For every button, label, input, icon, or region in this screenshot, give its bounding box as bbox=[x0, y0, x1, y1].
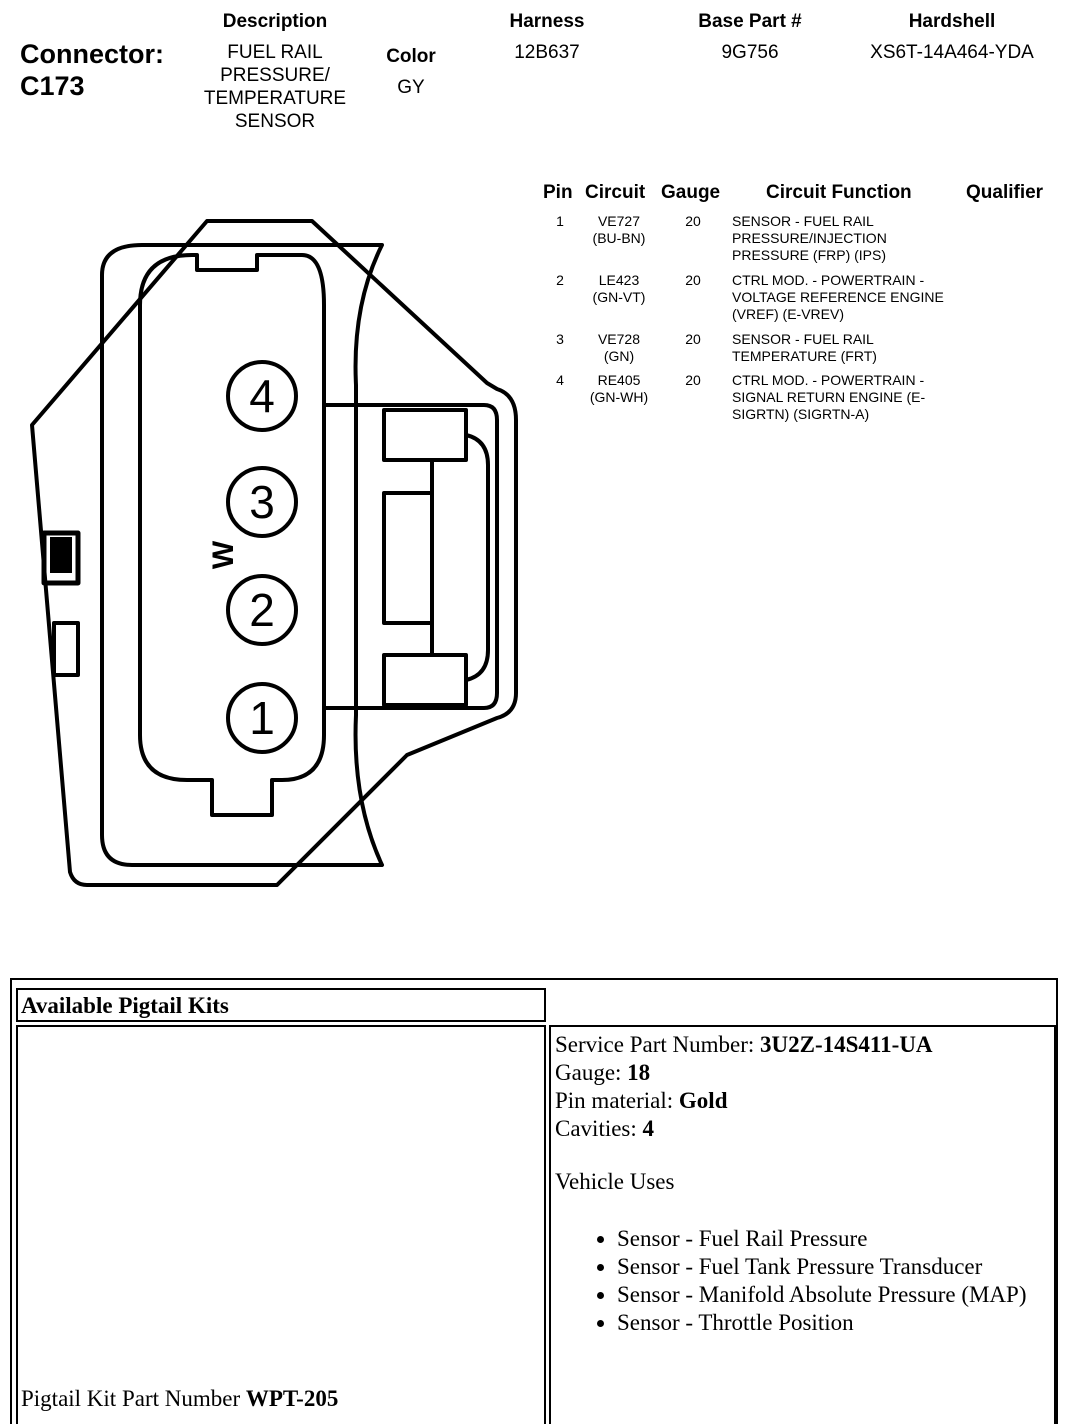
pin-function: CTRL MOD. - POWERTRAIN - VOLTAGE REFERENCE ENGINE (VREF) (E-VREV) bbox=[732, 272, 944, 322]
pin-function: SENSOR - FUEL RAIL PRESSURE/INJECTION PRESSURE (FRP) (IPS) bbox=[732, 213, 887, 263]
connector-title bbox=[20, 38, 164, 102]
kit-cavities: Cavities: 4 bbox=[555, 1116, 655, 1141]
color-value: GY bbox=[397, 77, 425, 98]
pin-number: 1 bbox=[556, 213, 564, 229]
qualifier-col-header: Qualifier bbox=[966, 182, 1044, 203]
pin-label-1: 1 bbox=[249, 692, 275, 744]
seal-outline bbox=[102, 245, 382, 865]
harness-header: Harness bbox=[509, 11, 585, 32]
list-item: • Sensor - Throttle Position bbox=[617, 1309, 1057, 1337]
key-slot-lower bbox=[54, 623, 78, 675]
pigtail-kit-title: Available Pigtail Kits bbox=[16, 988, 546, 1022]
pin-label-4: 4 bbox=[249, 370, 275, 422]
pin-number: 2 bbox=[556, 272, 564, 288]
description-value: FUEL RAIL PRESSURE/ TEMPERATURE SENSOR bbox=[203, 42, 347, 132]
pin-label-3: 3 bbox=[249, 476, 275, 528]
base-part-value: 9G756 bbox=[721, 42, 779, 63]
pin-circuit: RE405 (GN-WH) bbox=[589, 372, 649, 405]
color-header: Color bbox=[386, 46, 436, 67]
kit-gauge: Gauge: 18 bbox=[555, 1060, 651, 1085]
gauge-col-header: Gauge bbox=[661, 182, 721, 203]
description-header: Description bbox=[222, 11, 328, 32]
function-col-header: Circuit Function bbox=[766, 182, 912, 203]
pigtail-kit-part-number: Pigtail Kit Part Number WPT-205 bbox=[21, 1386, 339, 1411]
vehicle-uses-label: Vehicle Uses bbox=[555, 1169, 675, 1194]
pin-gauge: 20 bbox=[685, 272, 701, 288]
pin-function: SENSOR - FUEL RAIL TEMPERATURE (FRT) bbox=[732, 331, 877, 364]
pigtail-kit-details bbox=[549, 1025, 1056, 1424]
list-item: • Sensor - Fuel Tank Pressure Transducer bbox=[617, 1253, 1057, 1281]
latch-center bbox=[384, 493, 432, 623]
pin-gauge: 20 bbox=[685, 372, 701, 388]
list-item: • Sensor - Fuel Rail Pressure bbox=[617, 1225, 1057, 1253]
circuit-col-header: Circuit bbox=[585, 182, 646, 203]
connector-label: Connector: bbox=[20, 39, 164, 69]
vehicle-uses-list bbox=[595, 1225, 1057, 1337]
pigtail-kit-left-cell bbox=[16, 1025, 546, 1424]
list-item: • Sensor - Manifold Absolute Pressure (MAP) bbox=[617, 1281, 1057, 1309]
pin-number: 4 bbox=[556, 372, 564, 388]
hardshell-header: Hardshell bbox=[908, 11, 996, 32]
pin-gauge: 20 bbox=[685, 331, 701, 347]
pigtail-kit-specs bbox=[555, 1031, 933, 1143]
latch-outline bbox=[324, 405, 497, 708]
connector-face-diagram bbox=[22, 215, 522, 895]
latch-top bbox=[384, 410, 466, 460]
pin-circuit: LE423 (GN-VT) bbox=[592, 272, 646, 305]
pin-label-2: 2 bbox=[249, 584, 275, 636]
pin-circuit: VE728 (GN) bbox=[597, 331, 641, 364]
pin-gauge: 20 bbox=[685, 213, 701, 229]
pin-number: 3 bbox=[556, 331, 564, 347]
latch-bottom bbox=[384, 655, 466, 705]
connector-id: C173 bbox=[20, 71, 85, 101]
harness-value: 12B637 bbox=[514, 42, 580, 63]
orientation-marker: W bbox=[207, 540, 240, 570]
kit-pin-material: Pin material: Gold bbox=[555, 1088, 728, 1113]
hardshell-value: XS6T-14A464-YDA bbox=[870, 42, 1034, 63]
base-part-header: Base Part # bbox=[698, 11, 802, 32]
service-part-number: Service Part Number: 3U2Z-14S411-UA bbox=[555, 1032, 933, 1057]
pin-col-header: Pin bbox=[543, 182, 573, 203]
pin-circuit: VE727 (BU-BN) bbox=[592, 213, 646, 246]
pin-function: CTRL MOD. - POWERTRAIN - SIGNAL RETURN ENGINE (E-SIGRTN) (SIGRTN-A) bbox=[732, 372, 926, 422]
